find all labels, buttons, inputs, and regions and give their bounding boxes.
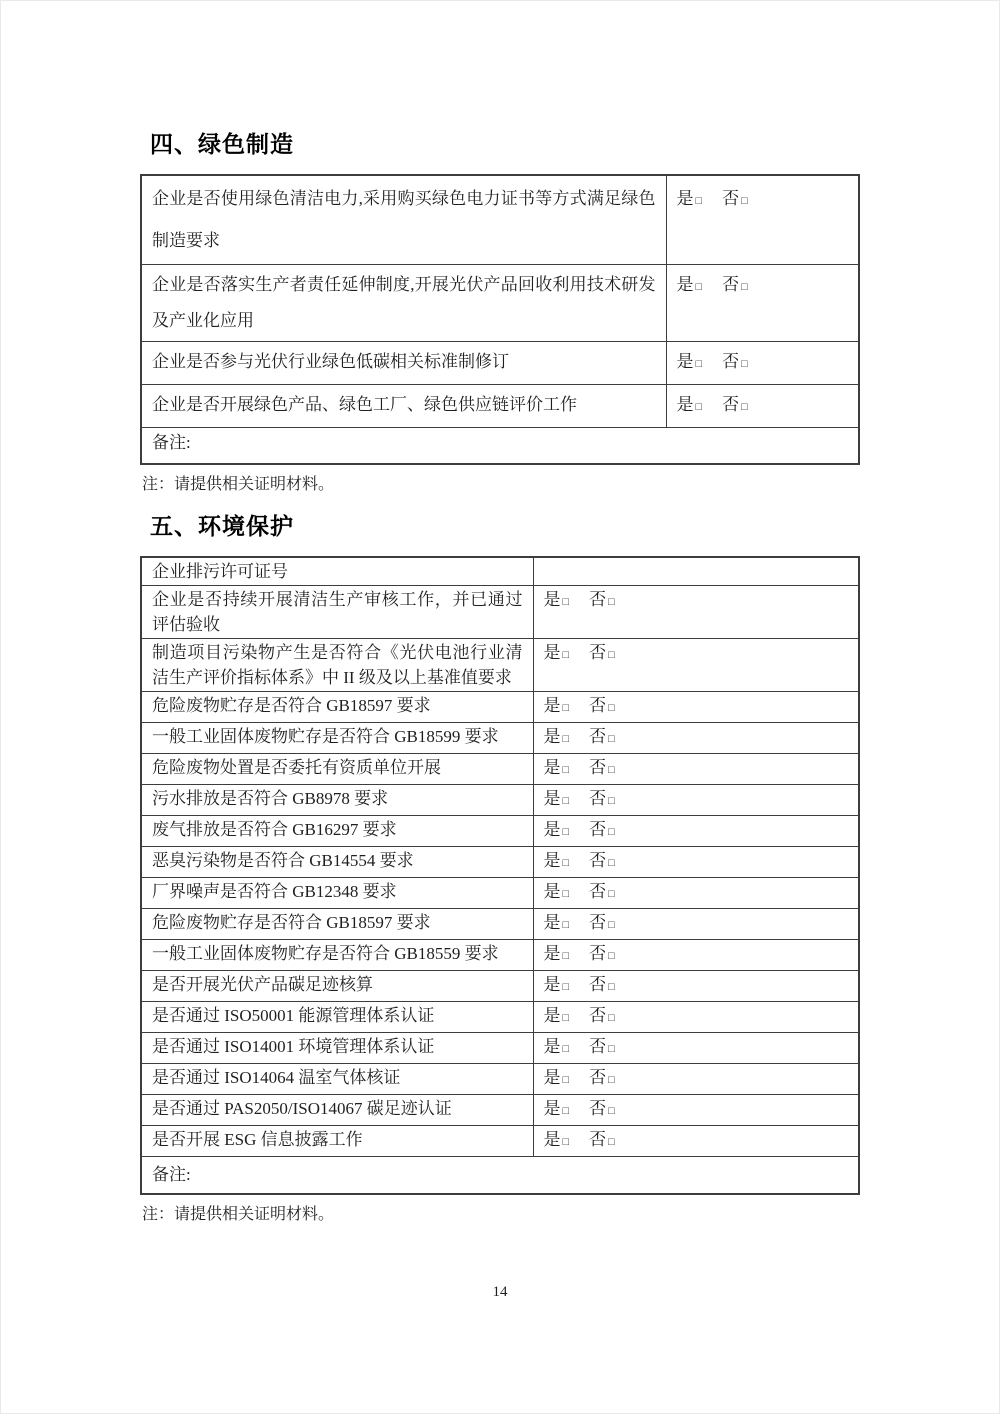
table-row [141, 1001, 859, 1032]
question-cell: 恶臭污染物是否符合 GB14554 要求 [141, 846, 533, 877]
no-checkbox-icon[interactable]: □ [608, 1104, 615, 1117]
question-cell: 厂界噪声是否符合 GB12348 要求 [141, 877, 533, 908]
yes-option [544, 1006, 570, 1025]
yes-checkbox-icon[interactable]: □ [562, 648, 570, 661]
no-label: 否 [589, 850, 607, 870]
yes-no-cell [533, 1094, 859, 1125]
yes-label: 是 [543, 912, 561, 932]
yes-label: 是 [543, 757, 561, 777]
table-row [141, 908, 859, 939]
no-checkbox-icon[interactable]: □ [608, 763, 615, 776]
question-cell: 是否通过 ISO14064 温室气体核证 [141, 1063, 533, 1094]
no-label: 否 [589, 881, 607, 901]
question-cell: 危险废物处置是否委托有资质单位开展 [141, 753, 533, 784]
no-checkbox-icon[interactable]: □ [608, 825, 615, 838]
table-row [141, 939, 859, 970]
yes-label: 是 [543, 1098, 561, 1118]
no-checkbox-icon[interactable]: □ [608, 1011, 615, 1024]
table-row [141, 1156, 859, 1194]
no-option [589, 727, 615, 746]
yes-label: 是 [676, 189, 694, 208]
yes-label: 是 [543, 695, 561, 715]
yes-checkbox-icon[interactable]: □ [562, 794, 570, 807]
yes-checkbox-icon[interactable]: □ [695, 281, 703, 293]
question-cell: 一般工业固体废物贮存是否符合 GB18559 要求 [141, 939, 533, 970]
yes-checkbox-icon[interactable]: □ [562, 595, 570, 608]
table-row [141, 1125, 859, 1156]
yes-checkbox-icon[interactable]: □ [562, 887, 570, 900]
yes-label: 是 [543, 974, 561, 994]
yes-no-cell [666, 175, 859, 265]
yes-checkbox-icon[interactable]: □ [562, 763, 570, 776]
no-label: 否 [589, 819, 607, 839]
yes-option [677, 189, 703, 208]
yes-no-cell [533, 1032, 859, 1063]
yes-no-cell [533, 970, 859, 1001]
yes-option [544, 789, 570, 808]
yes-option [544, 944, 570, 963]
table-row [141, 970, 859, 1001]
question-cell: 企业是否落实生产者责任延伸制度,开展光伏产品回收利用技术研发及产业化应用 [141, 265, 666, 342]
yes-checkbox-icon[interactable]: □ [562, 918, 570, 931]
yes-label: 是 [543, 726, 561, 746]
no-label: 否 [589, 1129, 607, 1149]
question-cell: 企业是否开展绿色产品、绿色工厂、绿色供应链评价工作 [141, 385, 666, 428]
no-checkbox-icon[interactable]: □ [608, 595, 615, 608]
no-label: 否 [589, 726, 607, 746]
no-checkbox-icon[interactable]: □ [608, 1073, 615, 1086]
no-label: 否 [722, 189, 740, 208]
yes-label: 是 [543, 642, 561, 662]
no-label: 否 [589, 974, 607, 994]
yes-label: 是 [676, 352, 694, 371]
note-text: 注：请提供相关证明材料。 [142, 1205, 335, 1223]
yes-option [544, 1037, 570, 1056]
no-option [589, 1006, 615, 1025]
no-label: 否 [589, 1036, 607, 1056]
no-checkbox-icon[interactable]: □ [741, 358, 748, 370]
table-row [141, 815, 859, 846]
table-row [141, 585, 859, 638]
yes-checkbox-icon[interactable]: □ [562, 1042, 570, 1055]
yes-label: 是 [543, 1067, 561, 1087]
no-label: 否 [722, 395, 740, 414]
yes-option [544, 696, 570, 715]
yes-option [544, 1068, 570, 1087]
yes-label: 是 [543, 943, 561, 963]
no-option [589, 820, 615, 839]
yes-option [544, 1130, 570, 1149]
table-row [141, 722, 859, 753]
no-option [722, 189, 748, 208]
question-cell: 企业是否持续开展清洁生产审核工作，并已通过评估验收 [141, 585, 533, 638]
section5-title: 五、环境保护 [150, 512, 294, 539]
yes-no-cell [533, 846, 859, 877]
no-checkbox-icon[interactable]: □ [608, 794, 615, 807]
no-checkbox-icon[interactable]: □ [608, 856, 615, 869]
remark-cell[interactable]: 备注: [141, 1156, 859, 1194]
blank-field-cell[interactable] [533, 557, 859, 586]
yes-option [677, 395, 703, 414]
yes-option [544, 758, 570, 777]
no-label: 否 [722, 352, 740, 371]
table-row [141, 1032, 859, 1063]
table-row [141, 385, 859, 428]
yes-option [544, 975, 570, 994]
table-row [141, 877, 859, 908]
question-cell: 是否通过 ISO14001 环境管理体系认证 [141, 1032, 533, 1063]
question-cell: 污水排放是否符合 GB8978 要求 [141, 784, 533, 815]
green-manufacturing-table [140, 174, 860, 465]
no-option [589, 913, 615, 932]
yes-checkbox-icon[interactable]: □ [562, 980, 570, 993]
question-cell: 是否开展 ESG 信息披露工作 [141, 1125, 533, 1156]
yes-no-cell [533, 815, 859, 846]
table-row [141, 175, 859, 265]
question-cell: 企业是否使用绿色清洁电力,采用购买绿色电力证书等方式满足绿色制造要求 [141, 175, 666, 265]
no-checkbox-icon[interactable]: □ [608, 980, 615, 993]
no-checkbox-icon[interactable]: □ [741, 195, 748, 207]
yes-option [677, 352, 703, 371]
yes-label: 是 [543, 881, 561, 901]
environmental-protection-table [140, 556, 860, 1195]
yes-no-cell [666, 265, 859, 342]
yes-checkbox-icon[interactable]: □ [695, 358, 703, 370]
table-row [141, 753, 859, 784]
yes-label: 是 [543, 819, 561, 839]
table-row [141, 1063, 859, 1094]
yes-label: 是 [676, 395, 694, 414]
yes-option [544, 643, 570, 662]
yes-checkbox-icon[interactable]: □ [695, 401, 703, 413]
no-option [722, 275, 748, 294]
no-checkbox-icon[interactable]: □ [608, 887, 615, 900]
no-label: 否 [589, 943, 607, 963]
table-row [141, 342, 859, 385]
yes-option [544, 851, 570, 870]
yes-label: 是 [543, 1005, 561, 1025]
no-checkbox-icon[interactable]: □ [608, 1042, 615, 1055]
no-option [722, 352, 748, 371]
yes-no-cell [533, 1063, 859, 1094]
no-option [589, 1068, 615, 1087]
no-option [589, 1099, 615, 1118]
question-cell: 废气排放是否符合 GB16297 要求 [141, 815, 533, 846]
yes-no-cell [666, 342, 859, 385]
yes-checkbox-icon[interactable]: □ [562, 732, 570, 745]
no-checkbox-icon[interactable]: □ [608, 732, 615, 745]
table-row [141, 1094, 859, 1125]
note-text: 注：请提供相关证明材料。 [142, 475, 335, 493]
yes-no-cell [533, 1001, 859, 1032]
yes-option [544, 1099, 570, 1118]
yes-option [544, 882, 570, 901]
yes-label: 是 [543, 850, 561, 870]
no-label: 否 [589, 1067, 607, 1087]
no-option [589, 643, 615, 662]
yes-no-cell [533, 638, 859, 691]
yes-checkbox-icon[interactable]: □ [562, 1135, 570, 1148]
yes-no-cell [533, 784, 859, 815]
no-option [589, 590, 615, 609]
table-row [141, 428, 859, 464]
no-checkbox-icon[interactable]: □ [608, 701, 615, 714]
yes-option [677, 275, 703, 294]
yes-no-cell [533, 1125, 859, 1156]
yes-checkbox-icon[interactable]: □ [562, 949, 570, 962]
yes-no-cell [533, 877, 859, 908]
no-checkbox-icon[interactable]: □ [608, 1135, 615, 1148]
yes-no-cell [533, 939, 859, 970]
table-row [141, 691, 859, 722]
no-label: 否 [589, 912, 607, 932]
question-cell: 企业排污许可证号 [141, 557, 533, 586]
no-option [589, 696, 615, 715]
yes-option [544, 727, 570, 746]
yes-checkbox-icon[interactable]: □ [562, 701, 570, 714]
table-row [141, 265, 859, 342]
yes-no-cell [533, 908, 859, 939]
no-label: 否 [589, 1098, 607, 1118]
yes-option [544, 820, 570, 839]
question-cell: 危险废物贮存是否符合 GB18597 要求 [141, 691, 533, 722]
no-option [589, 1130, 615, 1149]
yes-label: 是 [543, 589, 561, 609]
no-option [722, 395, 748, 414]
no-checkbox-icon[interactable]: □ [608, 648, 615, 661]
table-row [141, 557, 859, 586]
no-option [589, 1037, 615, 1056]
yes-option [544, 913, 570, 932]
yes-checkbox-icon[interactable]: □ [562, 856, 570, 869]
no-label: 否 [589, 788, 607, 808]
question-cell: 企业是否参与光伏行业绿色低碳相关标准制修订 [141, 342, 666, 385]
no-label: 否 [722, 275, 740, 294]
question-cell: 是否通过 PAS2050/ISO14067 碳足迹认证 [141, 1094, 533, 1125]
yes-no-cell [533, 722, 859, 753]
no-option [589, 758, 615, 777]
no-checkbox-icon[interactable]: □ [741, 281, 748, 293]
table-row [141, 784, 859, 815]
yes-checkbox-icon[interactable]: □ [695, 195, 703, 207]
yes-checkbox-icon[interactable]: □ [562, 1011, 570, 1024]
no-label: 否 [589, 1005, 607, 1025]
page-number: 14 [492, 1284, 508, 1300]
yes-label: 是 [543, 788, 561, 808]
remark-cell[interactable]: 备注: [141, 428, 859, 464]
no-label: 否 [589, 757, 607, 777]
no-option [589, 789, 615, 808]
yes-no-cell [666, 385, 859, 428]
question-cell: 是否开展光伏产品碳足迹核算 [141, 970, 533, 1001]
no-checkbox-icon[interactable]: □ [608, 949, 615, 962]
no-label: 否 [589, 589, 607, 609]
yes-no-cell [533, 585, 859, 638]
no-checkbox-icon[interactable]: □ [608, 918, 615, 931]
yes-no-cell [533, 691, 859, 722]
no-option [589, 851, 615, 870]
table-row [141, 846, 859, 877]
yes-no-cell [533, 753, 859, 784]
yes-label: 是 [543, 1036, 561, 1056]
yes-checkbox-icon[interactable]: □ [562, 1073, 570, 1086]
no-option [589, 975, 615, 994]
table-row [141, 638, 859, 691]
question-cell: 一般工业固体废物贮存是否符合 GB18599 要求 [141, 722, 533, 753]
section4-title: 四、绿色制造 [150, 131, 294, 157]
no-label: 否 [589, 642, 607, 662]
no-label: 否 [589, 695, 607, 715]
yes-label: 是 [543, 1129, 561, 1149]
no-option [589, 944, 615, 963]
yes-checkbox-icon[interactable]: □ [562, 825, 570, 838]
page-content [140, 0, 858, 1226]
no-option [589, 882, 615, 901]
yes-option [544, 590, 570, 609]
yes-checkbox-icon[interactable]: □ [562, 1104, 570, 1117]
no-checkbox-icon[interactable]: □ [741, 401, 748, 413]
question-cell: 是否通过 ISO50001 能源管理体系认证 [141, 1001, 533, 1032]
question-cell: 制造项目污染物产生是否符合《光伏电池行业清洁生产评价指标体系》中 II 级及以上基准值要求 [141, 638, 533, 691]
question-cell: 危险废物贮存是否符合 GB18597 要求 [141, 908, 533, 939]
yes-label: 是 [676, 275, 694, 294]
